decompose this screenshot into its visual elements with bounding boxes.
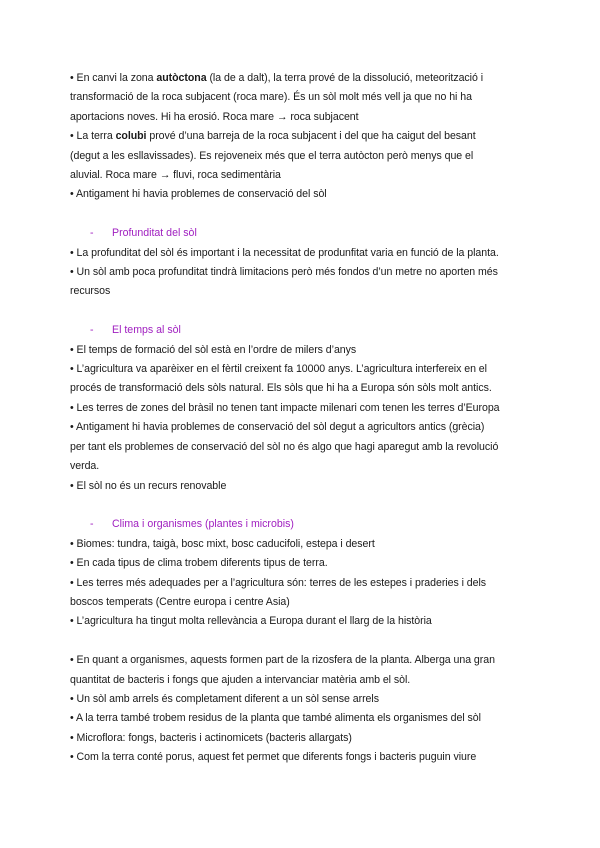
paragraph-line: • El sòl no és un recurs renovable	[70, 479, 227, 492]
bold-term: autòctona	[156, 72, 207, 84]
paragraph-line: verda.	[70, 460, 100, 473]
paragraph-line: • La profunditat del sòl és important i la necessitat de produnfitat varia en funció de la planta.	[70, 246, 499, 259]
paragraph-line: • Antigament hi havia problemes de conservació del sòl degut a agricultors antics (grècia)	[70, 421, 485, 434]
heading-dash: -	[90, 518, 94, 531]
spacer	[70, 496, 530, 515]
section-heading	[70, 515, 530, 534]
spacer	[70, 632, 530, 651]
paragraph-line: • A la terra també trobem residus de la planta que també alimenta els organismes del sòl	[70, 712, 481, 725]
section-title: Profunditat del sòl	[112, 227, 197, 240]
paragraph-line: • Antigament hi havia problemes de conservació del sòl	[70, 188, 327, 201]
heading-dash: -	[90, 227, 94, 240]
paragraph-line: • Microflora: fongs, bacteris i actinomicets (bacteris allargats)	[70, 731, 352, 744]
paragraph-line: aportacions noves. Hi ha erosió. Roca mare → roca subjacent	[70, 110, 359, 123]
paragraph-line: • Un sòl amb poca profunditat tindrà limitacions però més fondos d’un metre no aporten més	[70, 266, 498, 279]
spacer	[70, 205, 530, 224]
paragraph-line: recursos	[70, 285, 111, 298]
paragraph-line: • En cada tipus de clima trobem diferents tipus de terra.	[70, 557, 328, 570]
paragraph-line: transformació de la roca subjacent (roca mare). És un sòl molt més vell ja que no hi ha	[70, 91, 472, 104]
section-heading	[70, 321, 530, 340]
paragraph-line: • El temps de formació del sòl està en l’ordre de milers d’anys	[70, 343, 357, 356]
section-heading	[70, 224, 530, 243]
paragraph-line: • Biomes: tundra, taigà, bosc mixt, bosc caducifoli, estepa i desert	[70, 537, 375, 550]
section-title: Clima i organismes (plantes i microbis)	[112, 518, 294, 531]
paragraph-line: • Com la terra conté porus, aquest fet permet que diferents fongs i bacteris puguin viure	[70, 751, 477, 764]
paragraph-line: quantitat de bacteris i fongs que ajuden a intervanciar matèria amb el sòl.	[70, 673, 411, 686]
paragraph-line: • La terra colubi prové d’una barreja de la roca subjacent i del que ha caigut del besant	[70, 130, 476, 143]
paragraph-line: • L’agricultura va aparèixer en el fèrtil creixent fa 10000 anys. L’agricultura interfereix en el	[70, 363, 487, 376]
bold-term: colubi	[115, 130, 147, 143]
paragraph-line: • En quant a organismes, aquests formen part de la rizosfera de la planta. Alberga una gran	[70, 654, 495, 667]
section-title: El temps al sòl	[112, 324, 181, 337]
paragraph-line: procés de transformació dels sòls natural. Els sòls que hi ha a Europa són sòls molt antics.	[70, 382, 492, 395]
paragraph-line: • En canvi la zona autòctona (la de a dalt), la terra prové de la dissolució, meteorització i	[70, 72, 484, 84]
paragraph-line: • Les terres de zones del bràsil no tenen tant impacte milenari com tenen les terres d’Europa	[70, 401, 500, 414]
paragraph-line: • L’agricultura ha tingut molta rellevància a Europa durant el llarg de la història	[70, 615, 432, 628]
heading-dash: -	[90, 324, 94, 337]
paragraph-line: boscos temperats (Centre europa i centre Asia)	[70, 595, 290, 608]
paragraph-line: • Les terres més adequades per a l’agricultura són: terres de les estepes i praderies i dels	[70, 576, 487, 589]
paragraph-line: • Un sòl amb arrels és completament diferent a un sòl sense arrels	[70, 692, 379, 705]
paragraph-line: (degut a les esllavissades). Es rejoveneix més que el terra autòcton però menys que el	[70, 149, 474, 162]
document-body	[70, 69, 530, 768]
paragraph-line: aluvial. Roca mare → fluvi, roca sedimentària	[70, 169, 281, 182]
spacer	[70, 302, 530, 321]
paragraph-line: per tant els problemes de conservació del sòl no és algo que hagi aparegut amb la revolució	[70, 440, 499, 453]
